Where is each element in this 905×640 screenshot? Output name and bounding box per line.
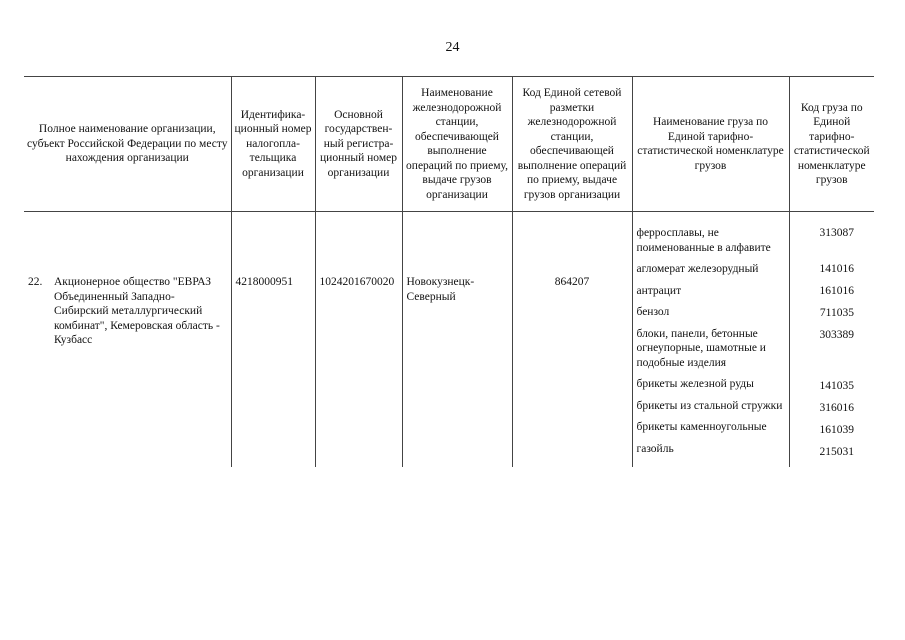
header-ogrn: Основной государствен-ный регистра-ционный номер организации: [315, 77, 402, 212]
table-row: [24, 212, 874, 468]
page-number: 24: [445, 40, 460, 55]
cargo-name-cell: [632, 212, 789, 468]
inn-cell: 4218000951: [231, 212, 315, 468]
cargo-code: 161039: [819, 424, 854, 436]
cargo-code: 316016: [819, 402, 854, 414]
cargo-name: газойль: [636, 442, 674, 455]
registry-table: [24, 76, 874, 467]
header-organization: Полное наименование организации, субъект Российской Федерации по месту нахождения организации: [24, 77, 231, 212]
cargo-code: 215031: [819, 446, 854, 458]
cargo-name: бензол: [636, 306, 670, 318]
cargo-name: антрацит: [636, 284, 682, 297]
row-number: 22.: [28, 276, 43, 288]
organization-cell: [24, 212, 231, 468]
cargo-name: брикеты из стальной стружки: [636, 399, 783, 412]
header-station-code: Код Единой сетевой разметки железнодорожной станции, обеспечивающей выполнение операций по приему, выдаче грузов организации: [512, 77, 632, 212]
cargo-code: 711035: [819, 307, 854, 319]
cargo-code: 141035: [819, 380, 854, 392]
header-row: [24, 77, 874, 212]
cargo-name: ферросплавы, не поименованные в алфавите: [636, 227, 771, 254]
cargo-code: 161016: [819, 285, 854, 297]
station-cell: Новокузнецк-Северный: [402, 212, 512, 468]
organization-name: Акционерное общество "ЕВРАЗ Объединенный Западно-Сибирский металлургический комбинат", Кемеровская область - Кузбасс: [54, 276, 220, 346]
header-inn: Идентифика-ционный номер налогопла-тельщика организации: [231, 77, 315, 212]
header-cargo-name: Наименование груза по Единой тарифно-статистической номенклатуре грузов: [632, 77, 789, 212]
station-code-cell: 864207: [512, 212, 632, 468]
ogrn-cell: 1024201670020: [315, 212, 402, 468]
cargo-name: блоки, панели, бетонные огнеупорные, шамотные и подобные изделия: [636, 327, 766, 369]
header-station: Наименование железнодорожной станции, обеспечивающей выполнение операций по приему, выдаче грузов организации: [402, 77, 512, 212]
header-cargo-code: Код груза по Единой тарифно-статистической номенклатуре грузов: [789, 77, 874, 212]
cargo-name: брикеты железной руды: [636, 378, 754, 390]
cargo-name: брикеты каменноугольные: [636, 421, 767, 433]
cargo-code: 141016: [819, 263, 854, 275]
cargo-code: 303389: [819, 329, 854, 341]
cargo-name: агломерат железорудный: [636, 263, 759, 275]
cargo-code: 313087: [819, 227, 854, 239]
cargo-code-cell: [789, 212, 874, 468]
